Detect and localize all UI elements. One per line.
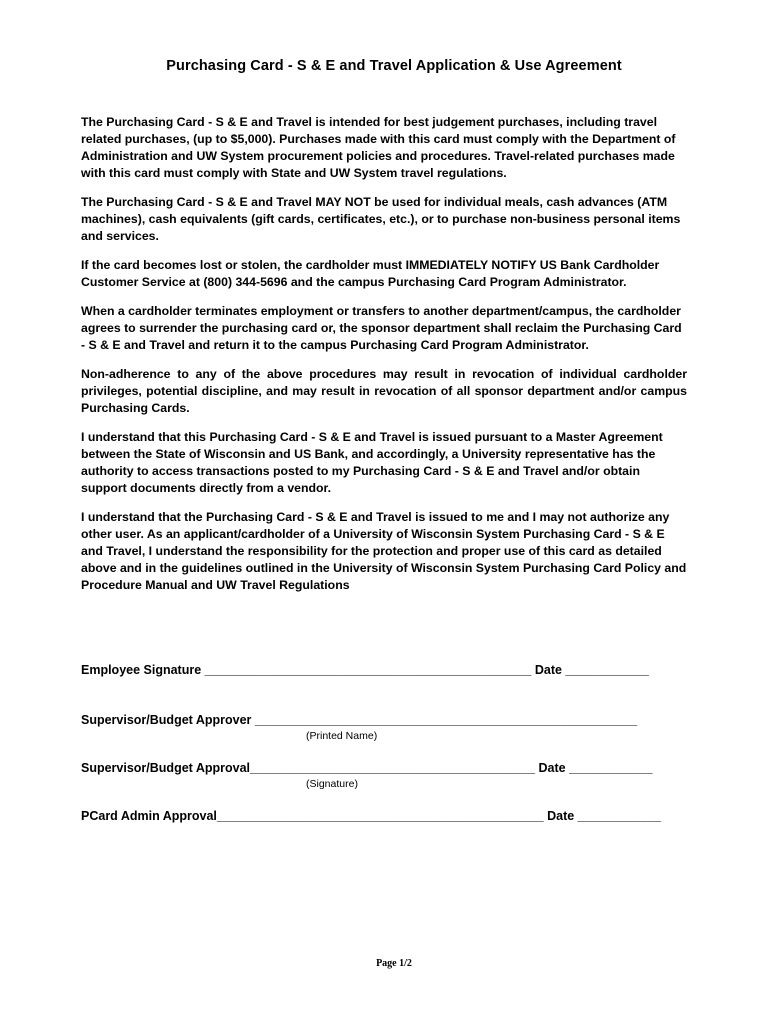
paragraph-lost-card: If the card becomes lost or stolen, the cardholder must IMMEDIATELY NOTIFY US Bank Cardholder Customer Service at (800) 344-5696 and the campus Purchasing Card Program Administrator. [81, 258, 660, 289]
pcard-admin-approval-line[interactable]: PCard Admin Approval_______________________________________________ Date ____________ [81, 809, 662, 823]
paragraph-restrictions: The Purchasing Card - S & E and Travel MAY NOT be used for individual meals, cash advances (ATM machines), cash equivalents (gift cards, certificates, etc.), or to purchase non-business personal items and services. [81, 195, 681, 243]
printed-name-caption: (Printed Name) [306, 730, 378, 742]
signature-caption: (Signature) [306, 778, 358, 790]
supervisor-name-line[interactable]: Supervisor/Budget Approver _______________________________________________________ [81, 713, 638, 727]
paragraph-master-agreement: I understand that this Purchasing Card - S & E and Travel is issued pursuant to a Master Agreement between the State of Wisconsin and US Bank, and accordingly, a University representative has the authority to access transactions posted to my Purchasing Card - S & E and Travel and/or obtain support documents directly from a vendor. [81, 430, 663, 495]
paragraph-responsibility: I understand that the Purchasing Card - S & E and Travel is issued to me and I may not authorize any other user. As an applicant/cardholder of a University of Wisconsin System Purchasing Card - S & E and Travel, I understand the responsibility for the protection and proper use of this card as detailed above and in the guidelines outlined in the University of Wisconsin System Purchasing Card Policy and Procedure Manual and UW Travel Regulations [81, 510, 687, 592]
supervisor-approval-line[interactable]: Supervisor/Budget Approval_________________________________________ Date ____________ [81, 761, 653, 775]
agreement-body [81, 114, 687, 606]
employee-signature-line[interactable]: Employee Signature _______________________________________________ Date ____________ [81, 663, 649, 677]
page-number: Page 1/2 [376, 958, 412, 969]
paragraph-non-adherence: Non-adherence to any of the above procedures may result in revocation of individual cardholder privileges, potential discipline, and may result in revocation of all sponsor department and/or campus Purchasing Cards. [81, 367, 687, 415]
page-title: Purchasing Card - S & E and Travel Application & Use Agreement [166, 58, 622, 74]
paragraph-termination: When a cardholder terminates employment or transfers to another department/campus, the cardholder agrees to surrender the purchasing card or, the sponsor department shall reclaim the Purchasing Card - S & E and Travel and return it to the campus Purchasing Card Program Administrator. [81, 304, 682, 352]
paragraph-purpose: The Purchasing Card - S & E and Travel is intended for best judgement purchases, including travel related purchases, (up to $5,000). Purchases made with this card must comply with the Department of Administration and UW System procurement policies and procedures. Travel-related purchases made with this card must comply with State and UW System travel regulations. [81, 115, 676, 180]
